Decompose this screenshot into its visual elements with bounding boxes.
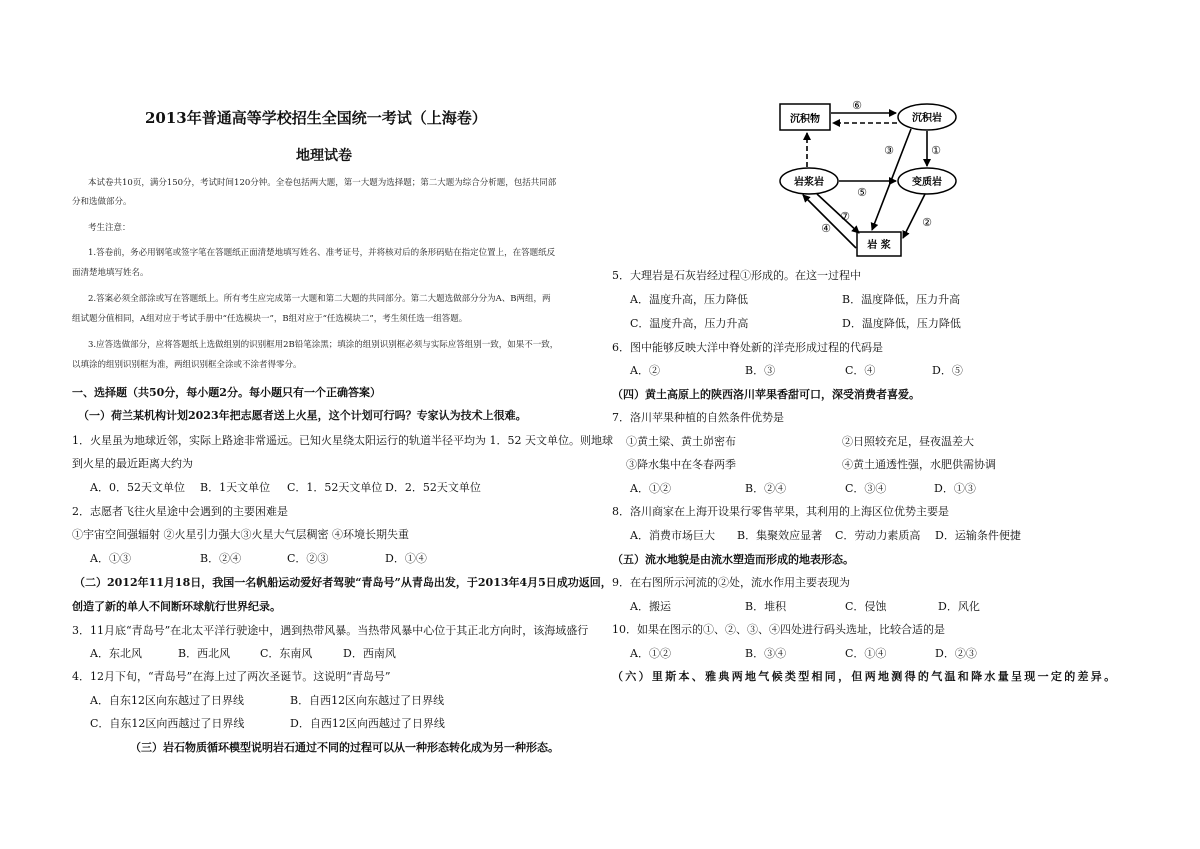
- option: A．东北风: [90, 647, 142, 660]
- question-3-stem: 3．11月底“青岛号”在北太平洋行驶途中，遇到热带风暴。当热带风暴中心位于其正北方向时，该海域盛行: [72, 624, 589, 637]
- option: B．集聚效应显著: [737, 529, 823, 542]
- notice-item: 面清楚地填写姓名。: [72, 268, 149, 278]
- option: B．1天文单位: [200, 481, 271, 494]
- question-1-stem: 到火星的最近距离大约为: [72, 457, 193, 470]
- option: A．②: [630, 364, 660, 377]
- notice-item: 1.答卷前，务必用钢笔或签字笔在答题纸正面清楚地填写姓名、准考证号，并将核对后的条形码贴在指定位置上，在答题纸反: [88, 248, 556, 258]
- process-label-1: ①: [931, 144, 941, 157]
- notice-item: 3.应答选做部分，应将答题纸上选做组别的识别框用2B铅笔涂黑；填涂的组别识别框必须与实际应答组别一致，如果不一致，: [88, 340, 559, 350]
- option: B．温度降低，压力升高: [842, 293, 961, 306]
- label-metamorphic-rock: 变质岩: [912, 177, 942, 188]
- question-5-stem: 5．大理岩是石灰岩经过程①形成的。在这一过程中: [612, 269, 861, 282]
- option: B．③: [745, 364, 776, 377]
- process-label-2: ②: [922, 216, 932, 229]
- option: C．侵蚀: [845, 600, 887, 613]
- option: A．搬运: [630, 600, 671, 613]
- option: B．堆积: [745, 600, 787, 613]
- label-sedimentary-rock: 沉积岩: [912, 113, 942, 124]
- rock-cycle-diagram: [765, 92, 975, 264]
- process-label-6: ⑥: [852, 99, 862, 112]
- question-7-stem: 7．洛川苹果种植的自然条件优势是: [612, 411, 784, 424]
- option: A．①②: [630, 647, 671, 660]
- option: ③降水集中在冬春两季: [626, 458, 736, 471]
- question-9-stem: 9．在右图所示河流的②处，流水作用主要表现为: [612, 576, 850, 589]
- process-label-3: ③: [884, 144, 894, 157]
- process-label-4: ④: [821, 222, 831, 235]
- notice-item: 组试题分值相同，A组对应于考试手册中“任选模块一”，B组对应于“任选模块二”，考生须任选一组答题。: [72, 314, 468, 324]
- option: D．风化: [938, 600, 980, 613]
- option: D．运输条件便捷: [935, 529, 1021, 542]
- option: D．①③: [934, 482, 976, 495]
- option: A．①③: [90, 552, 131, 565]
- option: B．自西12区向东越过了日界线: [290, 694, 445, 707]
- question-10-stem: 10．如果在图示的①、②、③、④四处进行码头选址，比较合适的是: [612, 623, 945, 636]
- group-heading: 创造了新的单人不间断环球航行世界纪录。: [72, 600, 281, 613]
- label-igneous-rock: 岩浆岩: [794, 177, 824, 188]
- option: B．②④: [200, 552, 242, 565]
- group-heading: （四）黄土高原上的陕西洛川苹果香甜可口，深受消费者喜爱。: [612, 388, 920, 401]
- option: C．劳动力素质高: [835, 529, 921, 542]
- option: A．温度升高，压力降低: [630, 293, 748, 306]
- process-label-7: ⑦: [840, 210, 850, 223]
- option: ①黄土梁、黄土峁密布: [626, 435, 736, 448]
- option: D．⑤: [932, 364, 963, 377]
- option: D．温度降低，压力降低: [842, 317, 961, 330]
- option: A．0．52天文单位: [90, 481, 185, 494]
- option: B．③④: [745, 647, 787, 660]
- notice-item: 2.答案必须全部涂或写在答题纸上。所有考生应完成第一大题和第二大题的共同部分。第二大题选做部分分为A、B两组，两: [88, 294, 551, 304]
- option: ④黄土通透性强，水肥供需协调: [842, 458, 996, 471]
- option: A．消费市场巨大: [630, 529, 715, 542]
- option: D．②③: [935, 647, 977, 660]
- group-heading: （六）里斯本、雅典两地气候类型相同，但两地测得的气温和降水量呈现一定的差异。: [612, 670, 1118, 683]
- group-heading: （三）岩石物质循环模型说明岩石通过不同的过程可以从一种形态转化成为另一种形态。: [130, 741, 559, 754]
- question-2-items: ①宇宙空间强辐射 ②火星引力强大③火星大气层稠密 ④环境长期失重: [72, 528, 409, 541]
- option: C．温度升高，压力升高: [630, 317, 749, 330]
- question-1-stem: 1．火星虽为地球近邻，实际上路途非常遥远。已知火星绕太阳运行的轨道半径平均为 1．52 天文单位。则地球: [72, 434, 613, 447]
- option: D．自西12区向西越过了日界线: [290, 717, 445, 730]
- option: C．自东12区向西越过了日界线: [90, 717, 245, 730]
- label-magma: 岩 浆: [867, 240, 891, 251]
- notice-heading: 考生注意：: [88, 223, 131, 233]
- option: D．西南风: [343, 647, 396, 660]
- label-sediment: 沉积物: [790, 114, 820, 125]
- intro-line: 分和选做部分。: [72, 197, 132, 207]
- group-heading: （一）荷兰某机构计划2023年把志愿者送上火星，这个计划可行吗？专家认为技术上很难。: [78, 409, 527, 422]
- question-2-stem: 2．志愿者飞往火星途中会遇到的主要困难是: [72, 505, 288, 518]
- option: A．①②: [630, 482, 671, 495]
- intro-line: 本试卷共10页，满分150分，考试时间120分钟。全卷包括两大题，第一大题为选择题；第二大题为综合分析题，包括共同部: [88, 178, 557, 188]
- question-8-stem: 8．洛川商家在上海开设果行零售苹果，其利用的上海区位优势主要是: [612, 505, 949, 518]
- exam-subtitle: 地理试卷: [296, 148, 352, 164]
- option: C．④: [845, 364, 876, 377]
- notice-item: 以填涂的组别识别框为准，两组识别框全涂或不涂者得零分。: [72, 360, 302, 370]
- option: C．②③: [287, 552, 329, 565]
- option: C．①④: [845, 647, 887, 660]
- process-label-5: ⑤: [857, 186, 867, 199]
- option: C．③④: [845, 482, 887, 495]
- option: D．①④: [385, 552, 427, 565]
- option: D．2．52天文单位: [385, 481, 481, 494]
- option: B．西北风: [178, 647, 231, 660]
- option: C．1．52天文单位: [287, 481, 383, 494]
- question-4-stem: 4．12月下旬，“青岛号”在海上过了两次圣诞节。这说明“青岛号”: [72, 670, 391, 683]
- question-6-stem: 6．图中能够反映大洋中脊处新的洋壳形成过程的代码是: [612, 341, 883, 354]
- option: A．自东12区向东越过了日界线: [90, 694, 244, 707]
- option: ②日照较充足，昼夜温差大: [842, 435, 974, 448]
- exam-title: 2013年普通高等学校招生全国统一考试（上海卷）: [145, 109, 487, 127]
- section-heading: 一、选择题（共50分，每小题2分。每小题只有一个正确答案）: [72, 386, 381, 399]
- group-heading: （二）2012年11月18日，我国一名帆船运动爱好者驾驶“青岛号”从青岛出发，于2013年4月5日成功返回，: [74, 576, 612, 589]
- option: C．东南风: [260, 647, 313, 660]
- option: B．②④: [745, 482, 787, 495]
- group-heading: （五）流水地貌是由流水塑造而形成的地表形态。: [612, 553, 854, 566]
